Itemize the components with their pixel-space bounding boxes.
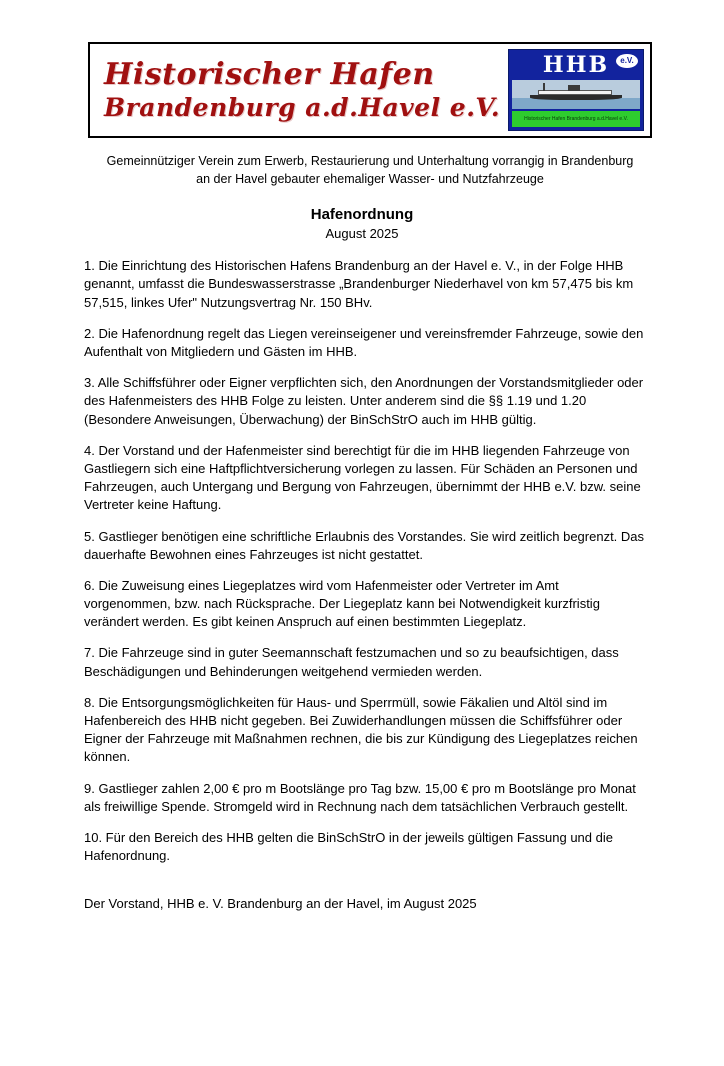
logo-line-1: Historischer Hafen bbox=[104, 57, 435, 93]
paragraph-5: 5. Gastlieger benötigen eine schriftliche Erlaubnis des Vorstandes. Sie wird zeitlich begrenzt. Das dauerhafte Bewohnen eines Fahrzeuges ist nicht gestattet. bbox=[84, 528, 645, 562]
signature-line: Der Vorstand, HHB e. V. Brandenburg an der Havel, im August 2025 bbox=[84, 896, 477, 912]
logo-wordmark bbox=[90, 44, 508, 136]
ship-funnel-shape bbox=[568, 85, 580, 91]
paragraph-7: 7. Die Fahrzeuge sind in guter Seemannschaft festzumachen und so zu beaufsichtigen, dass Beschädigungen und Behinderungen weitgehend vermieden werden. bbox=[84, 645, 619, 679]
steamship-icon bbox=[512, 80, 640, 109]
paragraph-1: 1. Die Einrichtung des Historischen Hafens Brandenburg an der Havel e. V., in der Folge HHB genannt, umfasst die Bundeswasserstrasse „Brandenburger Niederhavel von km 57,475 bis km 57,515, linkes Ufer" Nutzungsvertrag Nr. 150 BHv. bbox=[84, 258, 634, 310]
document-page bbox=[0, 42, 724, 1066]
document-date: August 2025 bbox=[325, 226, 399, 242]
paragraph-4: 4. Der Vorstand und der Hafenmeister sind berechtigt für die im HHB liegenden Fahrzeuge von Gastliegern sich eine Haftpflichtversicherung vorlegen zu lassen. Für Schäden an Personen und Fahrzeugen, auch Untergang und Bergung von Fahrzeugen, übernimmt der HHB e.V. bzw. seine Vertreter keine Haftung. bbox=[84, 442, 641, 513]
document-body bbox=[84, 257, 646, 913]
ship-hull-shape bbox=[530, 95, 622, 101]
ship-deck-shape bbox=[538, 90, 612, 95]
logo-line-2: Brandenburg a.d.Havel e.V. bbox=[104, 92, 501, 122]
club-purpose-subtitle bbox=[88, 152, 652, 188]
paragraph-9: 9. Gastlieger zahlen 2,00 € pro m Bootslänge pro Tag bzw. 15,00 € pro m Bootslänge pro Monat als freiwillige Spende. Stromgeld wird in Rechnung nach dem tatsächlichen Verbrauch gestellt. bbox=[84, 780, 636, 814]
emblem-caption: Historischer Hafen Brandenburg a.d.Havel e.V. bbox=[512, 111, 640, 127]
emblem-header bbox=[509, 50, 643, 80]
club-logo-banner bbox=[88, 42, 652, 138]
paragraph-6: 6. Die Zuweisung eines Liegeplatzes wird vom Hafenmeister oder Vertreter im Amt vorgenommen, bzw. nach Rücksprache. Der Liegeplatz kann bei Notwendigkeit kurzfristig verändert werden. Es gibt keinen Anspruch auf einen bestimmten Liegeplatz. bbox=[84, 577, 600, 630]
subtitle-line-2: an der Havel gebauter ehemaliger Wasser- und Nutzfahrzeuge bbox=[196, 172, 544, 187]
paragraph-2: 2. Die Hafenordnung regelt das Liegen vereinseigener und vereinsfremder Fahrzeuge, sowie den Aufenthalt von Mitgliedern und Gästen im HHB. bbox=[84, 325, 644, 359]
paragraph-3: 3. Alle Schiffsführer oder Eigner verpflichten sich, den Anordnungen der Vorstandsmitglieder oder des Hafenmeisters des HHB Folge zu leisten. Unter anderem sind die §§ 1.19 und 1.20 (Besondere Anweisungen, Überwachung) der BinSchStrO auch im HHB gültig. bbox=[84, 375, 644, 427]
page-title: Hafenordnung bbox=[310, 206, 414, 224]
club-emblem bbox=[508, 49, 644, 131]
paragraph-8: 8. Die Entsorgungsmöglichkeiten für Haus- und Sperrmüll, sowie Fäkalien und Altöl sind im Hafenbereich des HHB nicht gegeben. Bei Zuwiderhandlungen müssen die Schiffsführer oder Eigner der Fahrzeuge mit Maßnahmen rechnen, die bis zur Kündigung des Liegeplatzes reichen können. bbox=[84, 694, 638, 765]
emblem-suffix-badge: e.V. bbox=[616, 54, 638, 68]
subtitle-line-1: Gemeinnütziger Verein zum Erwerb, Restaurierung und Unterhaltung vorrangig in Brandenburg bbox=[106, 154, 634, 168]
paragraph-10: 10. Für den Bereich des HHB gelten die BinSchStrO in der jeweils gültigen Fassung und die Hafenordnung. bbox=[84, 829, 613, 864]
ship-mast-shape bbox=[543, 83, 545, 91]
emblem-initials: HHB bbox=[542, 52, 610, 78]
